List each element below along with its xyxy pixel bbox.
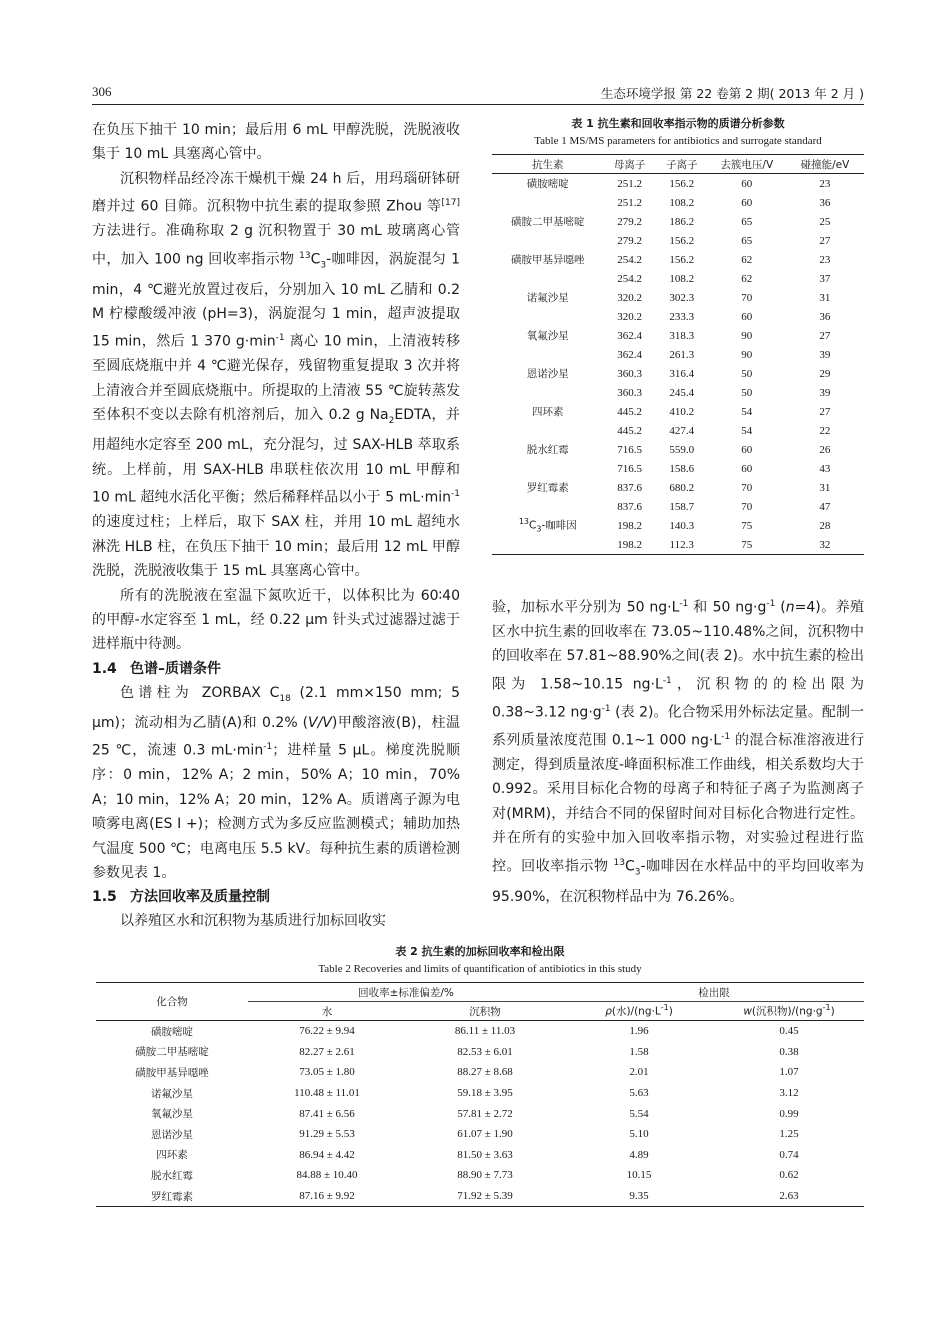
antibiotic-name: 四环素 <box>532 406 564 418</box>
table-1-caption-zh: 表 1 抗生素和回收率指示物的质谱分析参数 <box>571 117 785 130</box>
table-cell: 279.2 <box>617 215 642 228</box>
table-cell: 360.3 <box>617 386 642 399</box>
table-row <box>492 497 864 516</box>
compound-name: 诺氟沙星 <box>151 1087 193 1100</box>
table-cell: 0.38 <box>779 1045 799 1058</box>
table-cell: 158.6 <box>669 462 695 475</box>
antibiotic-name <box>492 345 604 364</box>
table-2-caption-zh: 表 2 抗生素的加标回收率和检出限 <box>395 945 565 958</box>
table-row <box>492 383 864 402</box>
header-sediment: 沉积物 <box>406 1002 564 1021</box>
table-cell: 90 <box>741 348 753 361</box>
table-row <box>492 516 864 535</box>
header-lod: 检出限 <box>564 983 864 1002</box>
antibiotic-name: 氧氟沙星 <box>526 330 569 342</box>
table-cell: 445.2 <box>617 424 642 437</box>
table-cell: 60 <box>741 196 753 209</box>
paragraph: 沉积物样品经冷冻干燥机干燥 24 h 后，用玛瑙研钵研磨并过 60 目筛。沉积物中抗生素的提取参照 Zhou 等[17]方法进行。准确称取 2 g 沉积物置于 30 mL 玻璃离心管中，加入 100 ng 回收率指示物 $^{13}C_3-$咖啡因，涡旋混匀 1 min，4 ℃避光放置过夜后，分别加入 10 mL 乙腈和 0.2 M 柠檬酸缓冲液 (pH=3)，涡旋混匀 1 min，超声波提取 15 min，然后 1 370 $g\cdot\min^{-1}$ 离心 10 min，上清液转移至圆底烧瓶中并 4 ℃避光保存，残留物重复提取 3 次并将上清液合并至圆底烧瓶中。所提取的上清液 55 ℃旋转蒸发至体积不变以去除有机溶剂后，加入 0.2 g $Na_2EDTA$，并用超纯水定容至 200 mL，充分混匀，过 SAX-HLB 萃取系统。上样前，用 SAX-HLB 串联柱依次用 10 mL 甲醇和 10 mL 超纯水活化平衡；然后稀释样品以小于 5 $mL\cdot\min^{-1}$ 的速度过柱；上样后，取下 SAX 柱，并用 10 mL 超纯水淋洗 HLB 柱，在负压下抽干 10 min；最后用 12 mL 甲醇洗脱，洗脱液收集于 15 mL 具塞离心管中。 <box>92 170 460 580</box>
table-row <box>492 326 864 345</box>
table-row <box>492 231 864 250</box>
table-cell: 62 <box>741 253 753 266</box>
header-water: 水 <box>248 1002 406 1021</box>
compound-name: 氧氟沙星 <box>151 1108 193 1121</box>
antibiotic-name <box>492 421 604 440</box>
table-row <box>96 1021 864 1042</box>
antibiotic-name: 诺氟沙星 <box>526 292 569 304</box>
compound-name: 磺胺甲基异噁唑 <box>135 1066 209 1079</box>
table-cell: 70 <box>741 500 753 513</box>
table-cell: 60 <box>741 443 753 456</box>
table-cell: 362.4 <box>617 329 642 342</box>
compound-name: 磺胺二甲基嘧啶 <box>135 1046 209 1059</box>
table-cell: 2.01 <box>629 1066 649 1079</box>
left-column <box>92 118 460 934</box>
paragraph: 色谱柱为 ZORBAX $C_{18}$ (2.1 mm×150 mm; 5 μm)；流动相为乙腈(A)和 0.2% (V/V)甲酸溶液(B)，柱温 25 ℃，流速 0.3 $mL\cdot\min^{-1}$；进样量 5 μL。梯度洗脱顺序：0 min，12% A；2 min，50% A；10 min，70% A；10 min，12% A；20 min，12% A。质谱离子源为电喷雾电离(ES I +)；检测方式为多反应监测模式；辅助加热气温度 500 ℃；电离电压 5.5 kV。每种抗生素的质谱检测参数见表 1。 <box>92 684 460 882</box>
table-1-header: 去簇电压/V <box>708 155 786 174</box>
table-cell: 91.29 ± 5.53 <box>299 1128 355 1141</box>
compound-name: 磺胺嘧啶 <box>151 1025 193 1038</box>
table-cell: 59.18 ± 3.95 <box>457 1087 513 1100</box>
table-cell: 81.50 ± 3.63 <box>457 1148 513 1161</box>
table-cell: 1.96 <box>629 1025 649 1038</box>
table-cell: 25 <box>819 215 831 228</box>
table-row <box>96 1103 864 1124</box>
header-recovery: 回收率±标准偏差/% <box>248 983 564 1002</box>
table-cell: 254.2 <box>617 253 642 266</box>
table-cell: 112.3 <box>656 535 708 555</box>
table-row <box>96 1062 864 1083</box>
antibiotic-name: 恩诺沙星 <box>526 368 569 380</box>
antibiotic-name: $^{13}C_3-$咖啡因 <box>518 517 577 534</box>
table-cell: 837.6 <box>617 500 642 513</box>
table-row <box>492 364 864 383</box>
table-cell: 680.2 <box>669 481 695 494</box>
table-2-caption-en: Table 2 Recoveries and limits of quantification of antibiotics in this study <box>318 963 642 975</box>
table-cell: 0.62 <box>779 1169 799 1182</box>
table-cell: 108.2 <box>669 272 695 285</box>
table-2 <box>96 944 864 1207</box>
table-cell: 76.22 ± 9.94 <box>299 1025 355 1038</box>
antibiotic-name: 脱水红霉 <box>526 444 569 456</box>
table-cell: 86.94 ± 4.42 <box>299 1148 355 1161</box>
table-cell: 837.6 <box>617 481 642 494</box>
table-row <box>96 1186 864 1207</box>
table-cell: 36 <box>819 196 831 209</box>
table-cell: 5.63 <box>629 1087 649 1100</box>
table-cell: 251.2 <box>617 196 642 209</box>
table-cell: 86.11 ± 11.03 <box>454 1025 516 1038</box>
table-cell: 261.3 <box>669 348 695 361</box>
table-cell: 158.7 <box>669 500 695 513</box>
table-cell: 360.3 <box>617 367 642 380</box>
right-column <box>492 592 864 909</box>
table-cell: 410.2 <box>669 405 695 418</box>
table-cell: 31 <box>819 481 831 494</box>
antibiotic-name <box>492 383 604 402</box>
header-lod-sediment: w(沉积物)$/(ng\cdot g^{-1})$ <box>714 1002 864 1021</box>
antibiotic-name: 磺胺嘧啶 <box>526 178 569 190</box>
antibiotic-name <box>492 231 604 250</box>
table-row <box>96 1145 864 1166</box>
compound-name: 脱水红霉 <box>151 1169 193 1182</box>
table-cell: 110.48 ± 11.01 <box>294 1087 360 1100</box>
table-cell: 60 <box>741 177 753 190</box>
table-cell: 60 <box>741 462 753 475</box>
section-heading: 1.4 色谱–质谱条件 <box>92 660 221 677</box>
table-row <box>492 345 864 364</box>
table-row <box>492 307 864 326</box>
table-cell: 254.2 <box>617 272 642 285</box>
table-cell: 65 <box>741 215 753 228</box>
table-cell: 50 <box>741 367 753 380</box>
table-cell: 65 <box>741 234 753 247</box>
table-cell: 82.27 ± 2.61 <box>299 1045 355 1058</box>
table-cell: 57.81 ± 2.72 <box>457 1107 513 1120</box>
table-cell: 156.2 <box>669 177 695 190</box>
table-1 <box>492 116 864 555</box>
table-cell: 5.54 <box>629 1107 649 1120</box>
table-cell: 43 <box>819 462 831 475</box>
table-cell: 9.35 <box>564 1186 714 1207</box>
compound-name: 四环素 <box>156 1149 188 1162</box>
table-row <box>492 440 864 459</box>
table-cell: 88.90 ± 7.73 <box>457 1169 513 1182</box>
table-cell: 60 <box>741 310 753 323</box>
table-cell: 320.2 <box>617 310 642 323</box>
table-cell: 22 <box>819 424 831 437</box>
table-cell: 70 <box>741 481 753 494</box>
table-row <box>492 402 864 421</box>
table-row <box>96 1083 864 1104</box>
table-cell: 36 <box>819 310 831 323</box>
table-cell: 27 <box>819 234 831 247</box>
table-cell: 0.74 <box>779 1148 799 1161</box>
table-cell: 70 <box>741 291 753 304</box>
table-cell: 39 <box>819 386 831 399</box>
table-row <box>492 535 864 555</box>
page-number: 306 <box>92 84 112 99</box>
paragraph: 所有的洗脱液在室温下氮吹近干，以体积比为 60∶40 的甲醇-水定容至 1 mL，经 0.22 μm 针头式过滤器过滤于进样瓶中待测。 <box>92 587 460 653</box>
header-lod-water: ρ(水)$/(ng\cdot L^{-1})$ <box>564 1002 714 1021</box>
table-cell: 0.99 <box>779 1107 799 1120</box>
table-cell: 47 <box>819 500 831 513</box>
table-1-header: 抗生素 <box>492 155 604 174</box>
table-cell: 23 <box>819 253 831 266</box>
table-cell: 140.3 <box>669 519 695 532</box>
table-cell: 82.53 ± 6.01 <box>457 1045 513 1058</box>
journal-title: 生态环境学报 第 22 卷第 2 期( 2013 年 2 月 ) <box>600 86 864 101</box>
table-cell: 427.4 <box>669 424 695 437</box>
paragraph: 在负压下抽干 10 min；最后用 6 mL 甲醇洗脱，洗脱液收集于 10 mL 具塞离心管中。 <box>92 122 460 163</box>
compound-name: 罗红霉素 <box>96 1186 248 1207</box>
table-cell: 29 <box>819 367 831 380</box>
table-row <box>492 288 864 307</box>
table-cell: 4.89 <box>629 1148 649 1161</box>
table-cell: 302.3 <box>669 291 695 304</box>
table-cell: 2.63 <box>714 1186 864 1207</box>
table-cell: 0.45 <box>779 1025 799 1038</box>
table-cell: 88.27 ± 8.68 <box>457 1066 513 1079</box>
table-cell: 54 <box>741 405 753 418</box>
table-1-caption-en: Table 1 MS/MS parameters for antibiotics and surrogate standard <box>534 135 822 147</box>
table-cell: 27 <box>819 405 831 418</box>
table-cell: 251.2 <box>617 177 642 190</box>
table-row <box>96 1165 864 1186</box>
antibiotic-name: 罗红霉素 <box>526 482 569 494</box>
table-1-header: 子离子 <box>656 155 708 174</box>
antibiotic-name: 磺胺甲基异噁唑 <box>511 254 585 266</box>
table-cell: 279.2 <box>617 234 642 247</box>
table-cell: 10.15 <box>626 1169 652 1182</box>
table-cell: 27 <box>819 329 831 342</box>
antibiotic-name <box>492 269 604 288</box>
table-cell: 32 <box>786 535 864 555</box>
table-cell: 87.16 ± 9.92 <box>248 1186 406 1207</box>
table-cell: 156.2 <box>669 234 695 247</box>
table-row <box>492 459 864 478</box>
table-cell: 90 <box>741 329 753 342</box>
table-cell: 716.5 <box>617 443 642 456</box>
table-cell: 39 <box>819 348 831 361</box>
table-cell: 73.05 ± 1.80 <box>299 1066 355 1079</box>
table-row <box>492 193 864 212</box>
paragraph: 以养殖区水和沉积物为基质进行加标回收实 <box>120 913 386 930</box>
table-cell: 1.58 <box>629 1045 649 1058</box>
running-header <box>92 82 864 105</box>
table-cell: 28 <box>819 519 831 532</box>
header-compound: 化合物 <box>96 983 248 1021</box>
table-cell: 198.2 <box>604 535 656 555</box>
table-cell: 316.4 <box>669 367 695 380</box>
table-cell: 5.10 <box>629 1128 649 1141</box>
table-row <box>492 250 864 269</box>
table-cell: 84.88 ± 10.40 <box>296 1169 358 1182</box>
table-cell: 26 <box>819 443 831 456</box>
table-cell: 320.2 <box>617 291 642 304</box>
table-cell: 61.07 ± 1.90 <box>457 1128 513 1141</box>
antibiotic-name <box>492 535 604 555</box>
table-cell: 318.3 <box>669 329 695 342</box>
table-cell: 186.2 <box>669 215 695 228</box>
antibiotic-name <box>492 193 604 212</box>
table-cell: 31 <box>819 291 831 304</box>
table-cell: 445.2 <box>617 405 642 418</box>
table-cell: 245.4 <box>669 386 695 399</box>
table-cell: 233.3 <box>669 310 695 323</box>
antibiotic-name <box>492 307 604 326</box>
table-cell: 559.0 <box>669 443 695 456</box>
paragraph: 验，加标水平分别为 50 $ng\cdot L^{-1}$ 和 50 $ng\cdot g^{-1}$ (n=4)。养殖区水中抗生素的回收率在 73.05~110.48%之间，沉积物中的回收率在 57.81~88.90%之间(表 2)。水中抗生素的检出限为 1.58~10.15 $ng\cdot L^{-1}$，沉积物的的检出限为 0.38~3.12 $ng\cdot g^{-1}$ (表 2)。化合物采用外标法定量。配制一系列质量浓度范围 0.1~1 000 $ng\cdot L^{-1}$ 的混合标准溶液进行测定，得到质量浓度-峰面积标准工作曲线，相关系数均大于 0.992。采用目标化合物的母离子和特征子离子为监测离子对(MRM)，并结合不同的保留时间对目标化合物进行定性。并在所有的实验中加入回收率指示物，对实验过程进行监控。回收率指示物 $^{13}C_3-$咖啡因在水样品中的平均回收率为 95.90%，在沉积物样品中为 76.26%。 <box>492 599 865 905</box>
table-1-header: 碰撞能/eV <box>786 155 864 174</box>
antibiotic-name: 磺胺二甲基嘧啶 <box>511 216 585 228</box>
table-cell: 1.07 <box>779 1066 799 1079</box>
table-cell: 71.92 ± 5.39 <box>406 1186 564 1207</box>
table-cell: 716.5 <box>617 462 642 475</box>
table-cell: 75 <box>708 535 786 555</box>
table-cell: 62 <box>741 272 753 285</box>
table-cell: 50 <box>741 386 753 399</box>
section-heading: 1.5 方法回收率及质量控制 <box>92 889 270 906</box>
table-cell: 87.41 ± 6.56 <box>299 1107 355 1120</box>
table-cell: 1.25 <box>779 1128 799 1141</box>
compound-name: 恩诺沙星 <box>151 1128 193 1141</box>
table-cell: 156.2 <box>669 253 695 266</box>
table-cell: 362.4 <box>617 348 642 361</box>
table-cell: 108.2 <box>669 196 695 209</box>
table-cell: 3.12 <box>779 1087 799 1100</box>
table-row <box>96 1124 864 1145</box>
table-1-header: 母离子 <box>604 155 656 174</box>
table-row <box>492 478 864 497</box>
table-row <box>492 421 864 440</box>
antibiotic-name <box>492 459 604 478</box>
table-cell: 23 <box>819 177 831 190</box>
table-row <box>492 212 864 231</box>
table-cell: 198.2 <box>617 519 642 532</box>
table-cell: 37 <box>819 272 831 285</box>
table-row <box>492 269 864 288</box>
antibiotic-name <box>492 497 604 516</box>
table-row <box>96 1042 864 1063</box>
table-cell: 75 <box>741 519 753 532</box>
table-row <box>492 174 864 194</box>
table-cell: 54 <box>741 424 753 437</box>
